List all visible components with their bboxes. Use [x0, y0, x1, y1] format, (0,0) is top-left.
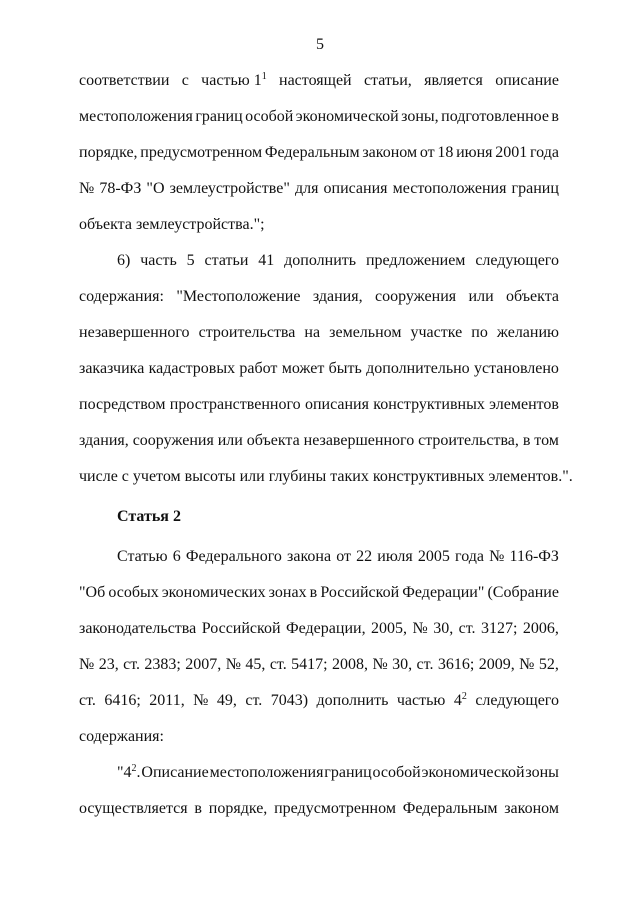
text-line: № 78-ФЗ "О землеустройстве" для описания местоположения границ [79, 180, 559, 197]
text-line: содержания: "Местоположение здания, сооружения или объекта [79, 288, 559, 305]
text-line: порядке, предусмотренном Федеральным законом от 18 июня 2001 года [79, 144, 559, 161]
text-line: Статью 6 Федерального закона от 22 июля 2005 года № 116-ФЗ [117, 548, 559, 565]
text-line: осуществляется в порядке, предусмотренном Федеральным законом [79, 800, 559, 817]
text-line: здания, сооружения или объекта незавершенного строительства, в том [79, 432, 559, 449]
text-line: числе с учетом высоты или глубины таких конструктивных элементов.". [79, 468, 573, 485]
text-line: 6) часть 5 статьи 41 дополнить предложением следующего [117, 252, 559, 269]
text-line: "$4^2$. Описание местоположения границ особой экономической зоны [117, 763, 559, 781]
text-line: ст. 6416; 2011, № 49, ст. 7043) дополнить частью $4^2$ следующего [79, 691, 559, 709]
text-line: объекта землеустройства."; [79, 216, 265, 233]
text-line: заказчика кадастровых работ может быть дополнительно установлено [79, 360, 559, 377]
text-line: местоположения границ особой экономической зоны, подготовленное в [79, 108, 559, 125]
text-line: незавершенного строительства на земельном участке по желанию [79, 324, 559, 341]
article-heading: Статья 2 [117, 508, 181, 525]
text-line: посредством пространственного описания конструктивных элементов [79, 396, 559, 413]
text-line: "Об особых экономических зонах в Российской Федерации" (Собрание [79, 584, 559, 601]
text-line: законодательства Российской Федерации, 2005, № 30, ст. 3127; 2006, [79, 620, 559, 637]
text-line: содержания: [79, 728, 164, 745]
text-line: № 23, ст. 2383; 2007, № 45, ст. 5417; 2008, № 30, ст. 3616; 2009, № 52, [79, 656, 559, 673]
page-number: 5 [316, 36, 324, 53]
text-line: соответствии с частью $1^1$ настоящей статьи, является описание [79, 71, 559, 89]
